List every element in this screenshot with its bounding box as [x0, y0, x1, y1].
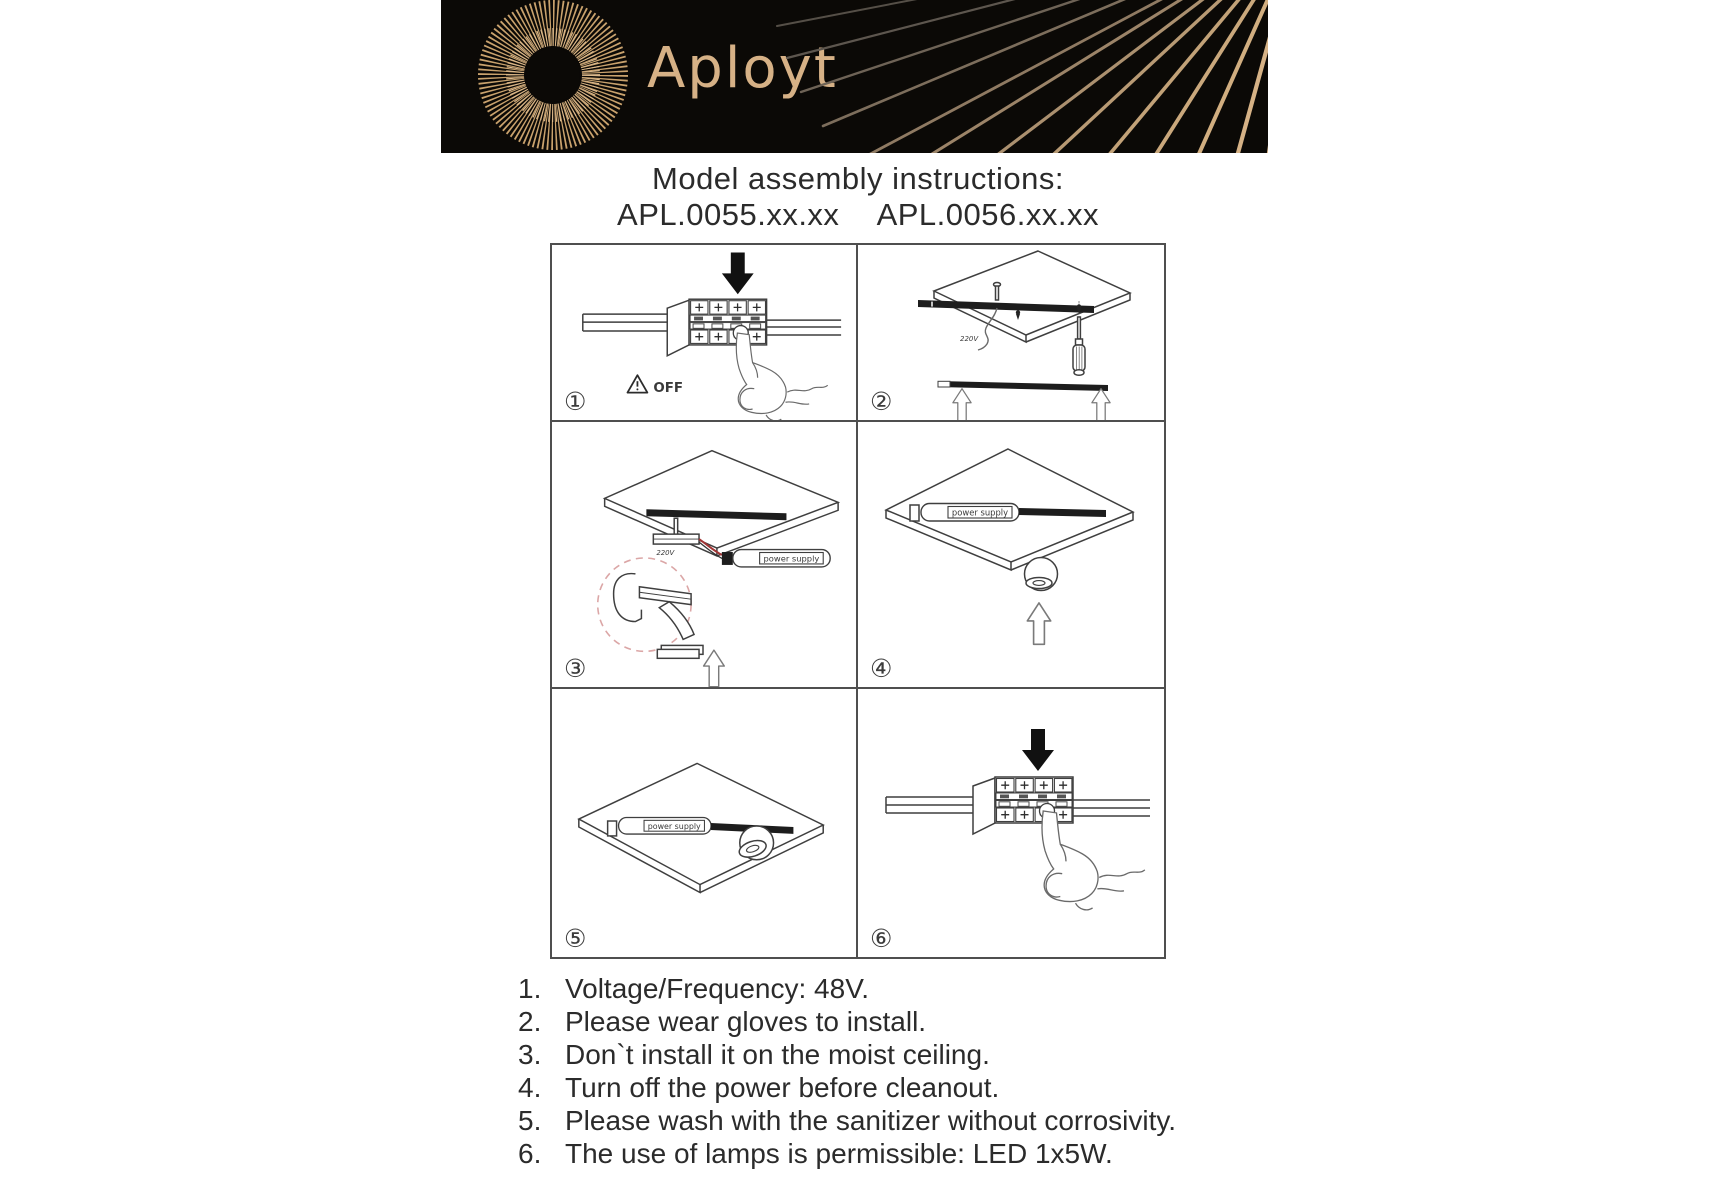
list-item-number: 5.	[518, 1105, 542, 1136]
down-arrow-icon	[722, 253, 754, 295]
up-arrow-icon	[704, 650, 725, 687]
model-number-left: APL.0055.xx.xx	[617, 197, 840, 232]
list-item-text: Voltage/Frequency: 48V.	[565, 973, 870, 1004]
panel-step-4	[858, 422, 1164, 689]
list-item	[518, 1038, 1176, 1071]
panel-6-diagram	[858, 689, 1164, 957]
panel-1-diagram	[552, 245, 856, 420]
track-bracket-detail	[614, 574, 694, 640]
model-numbers	[458, 197, 1258, 233]
panel-4-diagram	[858, 422, 1164, 687]
list-item-text: Don`t install it on the moist ceiling.	[565, 1039, 990, 1070]
panel-number-2: ②	[870, 387, 893, 416]
page-title: Model assembly instructions:	[652, 161, 1064, 196]
power-supply-box	[619, 818, 711, 835]
up-arrow-icon	[953, 389, 971, 420]
track-connector-block	[667, 299, 766, 356]
panel-number-5: ⑤	[564, 924, 587, 953]
list-item-number: 6.	[518, 1138, 542, 1169]
list-item	[518, 1104, 1176, 1137]
list-item-number: 4.	[518, 1072, 542, 1103]
pressing-hand-icon	[736, 333, 827, 420]
voltage-label: 220V	[656, 548, 675, 557]
panel-number-4: ④	[870, 654, 893, 683]
panel-number-3: ③	[564, 654, 587, 683]
down-arrow-icon	[1022, 729, 1054, 771]
list-item-number: 3.	[518, 1039, 542, 1070]
brand-banner	[441, 0, 1268, 153]
puck-light	[1025, 558, 1058, 591]
assembly-steps-grid	[550, 243, 1166, 959]
list-item-text: The use of lamps is permissible: LED 1x5W.	[565, 1138, 1113, 1169]
up-arrow-icon	[1027, 603, 1050, 644]
voltage-label: 220V	[960, 335, 979, 343]
model-number-right: APL.0056.xx.xx	[876, 197, 1099, 232]
instruction-list	[518, 972, 1176, 1170]
panel-number-1: ①	[564, 387, 587, 416]
list-item	[518, 972, 1176, 1005]
panel-5-diagram	[552, 689, 856, 957]
brand-name: Aployt	[647, 36, 838, 101]
panel-step-3	[552, 422, 858, 689]
up-arrow-icon	[1092, 389, 1110, 420]
panel-step-2	[858, 245, 1164, 422]
pressing-hand-icon	[1042, 811, 1145, 910]
list-item-text: Please wear gloves to install.	[565, 1006, 927, 1037]
off-label: OFF	[653, 381, 684, 397]
panel-step-6	[858, 689, 1164, 957]
panel-3-diagram	[552, 422, 856, 687]
list-item-number: 1.	[518, 973, 542, 1004]
list-item-text: Please wash with the sanitizer without corrosivity.	[565, 1105, 1177, 1136]
detail-callout-circle	[598, 558, 691, 651]
list-item-number: 2.	[518, 1006, 542, 1037]
warning-icon	[628, 375, 648, 392]
list-item-text: Turn off the power before cleanout.	[565, 1072, 1000, 1103]
panel-number-6: ⑥	[870, 924, 893, 953]
list-item	[518, 1137, 1176, 1170]
power-supply-box	[921, 504, 1019, 522]
panel-step-1	[552, 245, 858, 422]
ray-fan-decoration	[441, 0, 1268, 153]
list-item	[518, 1071, 1176, 1104]
panel-2-diagram	[858, 245, 1164, 420]
panel-step-5	[552, 689, 858, 957]
list-item	[518, 1005, 1176, 1038]
power-supply-box	[733, 550, 830, 567]
